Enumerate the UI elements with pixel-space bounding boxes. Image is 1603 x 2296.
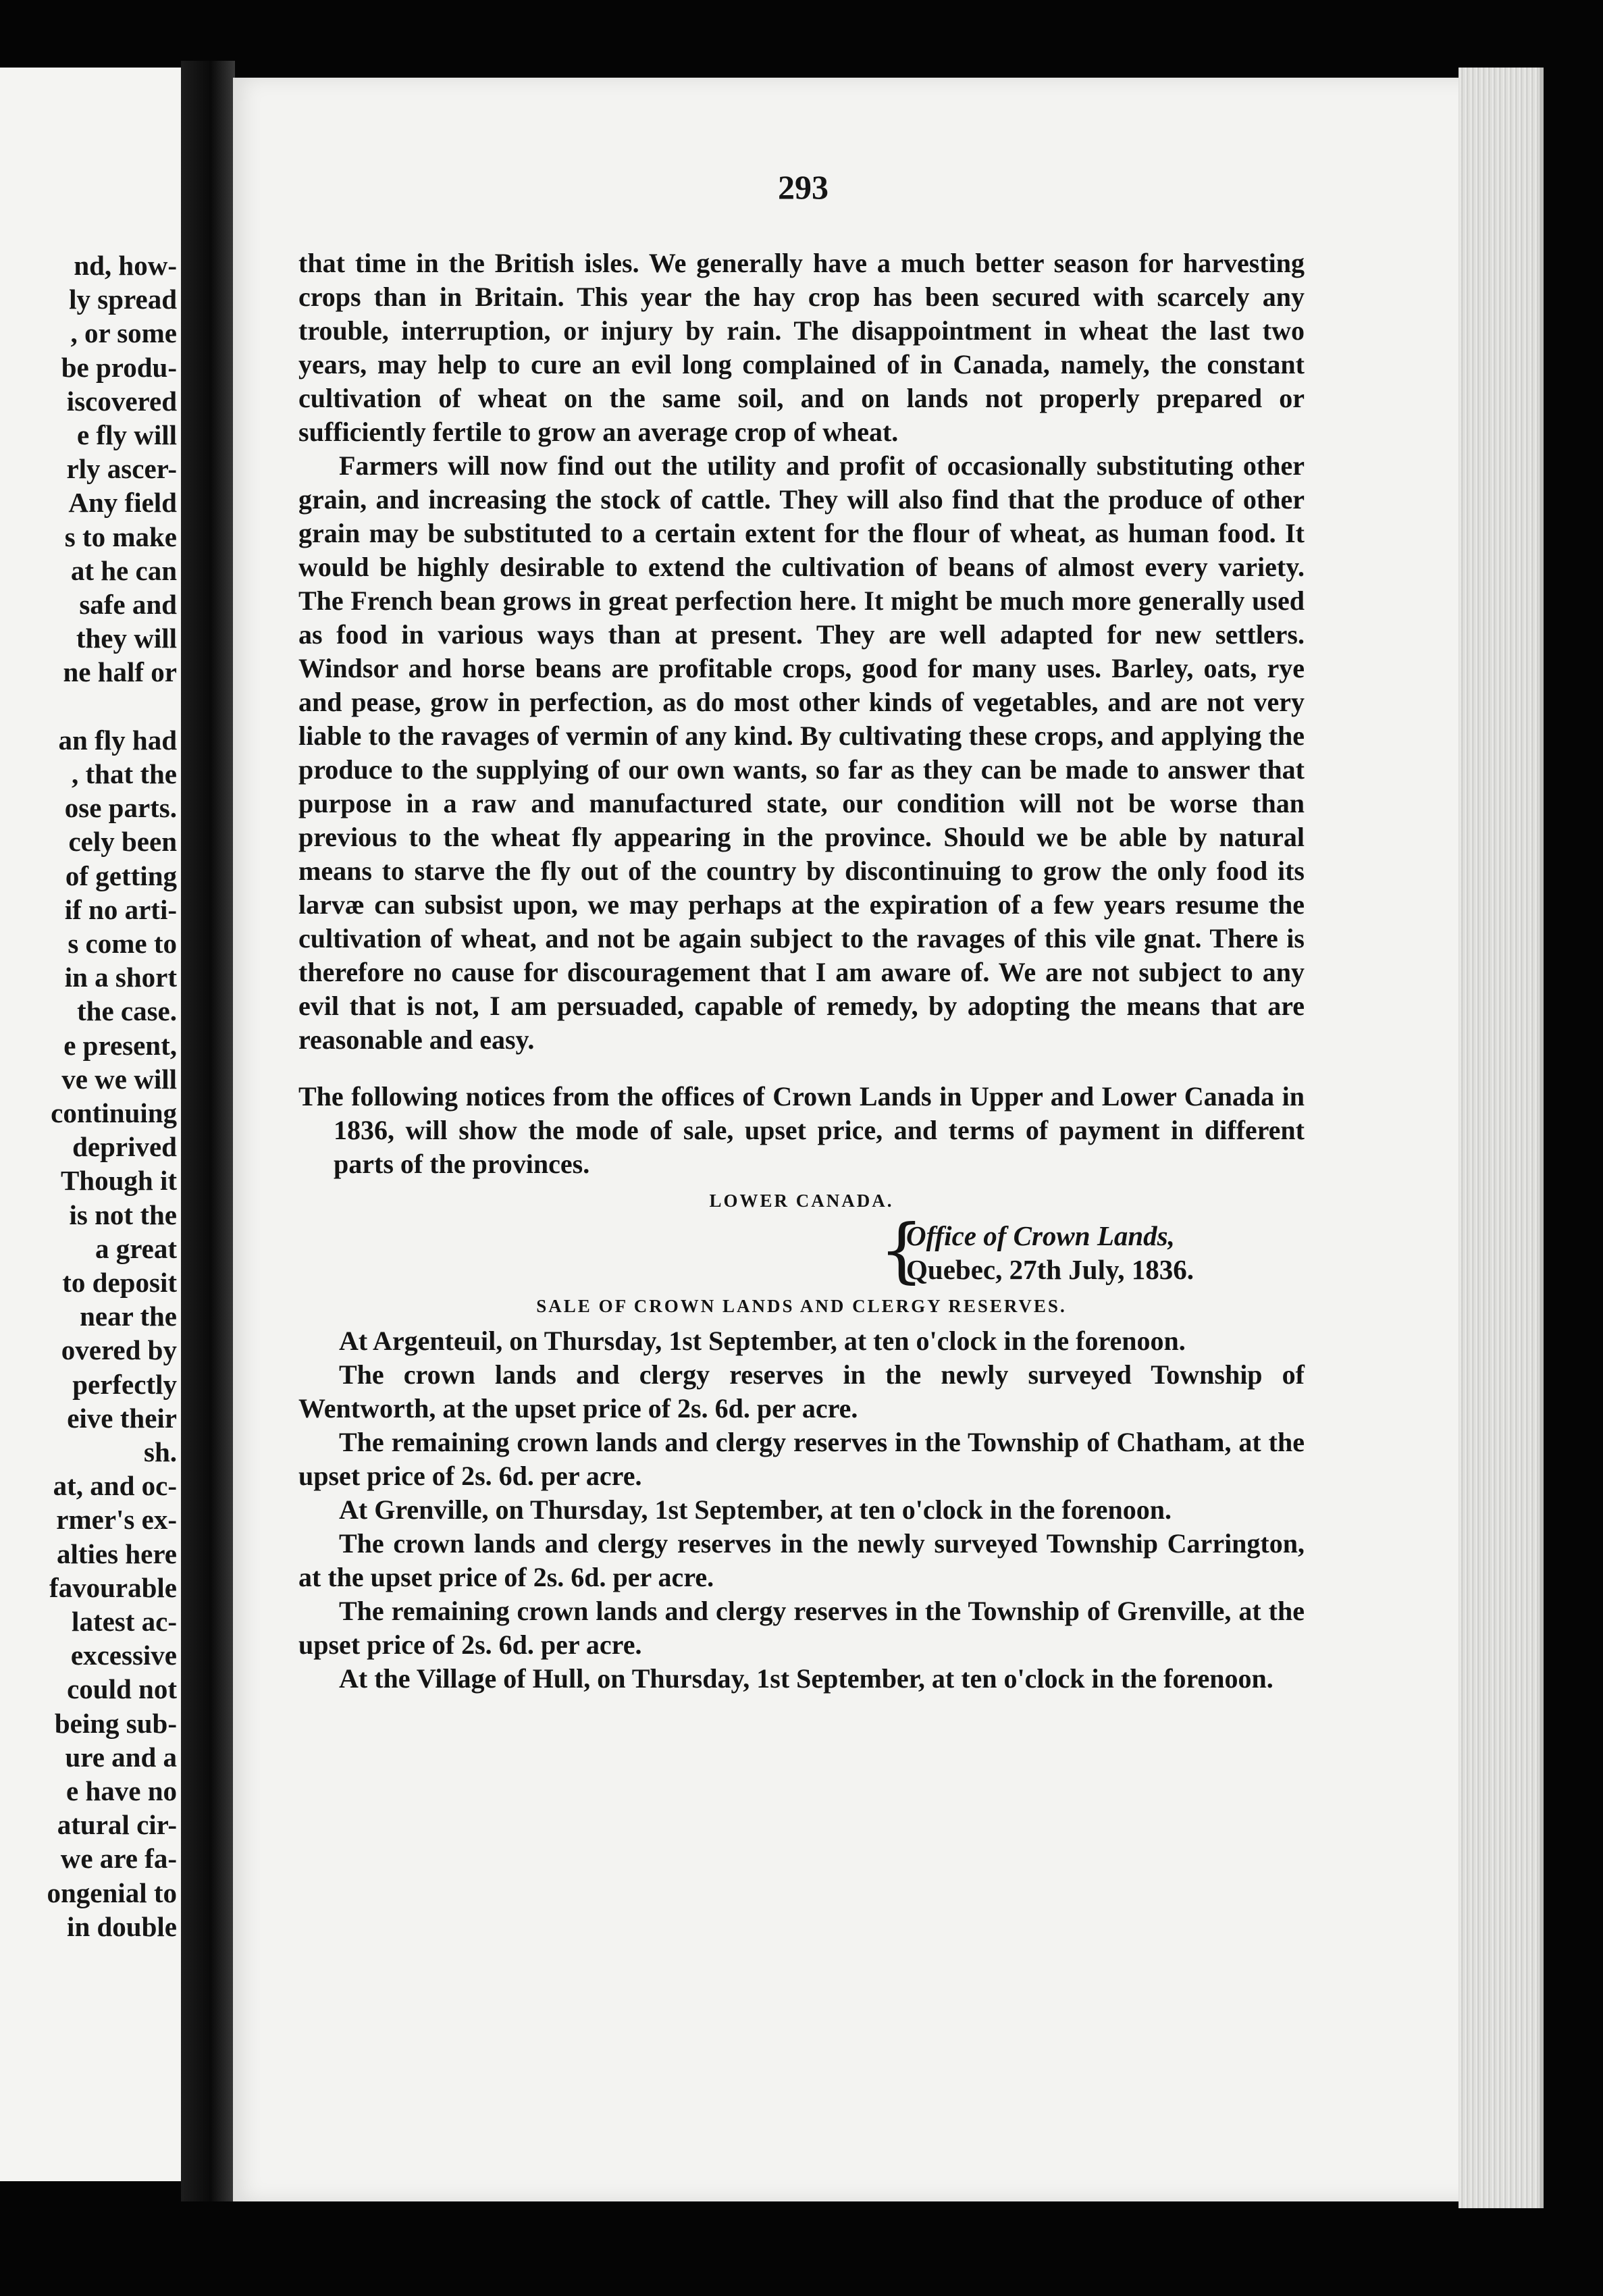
left-page-fragment: e have no <box>66 1775 177 1806</box>
left-page-fragment: ure and a <box>65 1741 177 1773</box>
left-page-fragment: they will <box>76 623 177 654</box>
left-page-fragment: ose parts. <box>64 792 177 824</box>
left-page-fragment: of getting <box>65 860 177 891</box>
left-page-fragment: rmer's ex- <box>56 1504 177 1536</box>
paragraph-notices-intro: The following notices from the offices of Crown Lands in Upper and Lower Canada in 1836, will show the mode of sale, upset price, and terms of payment in different parts of the provinces. <box>298 1081 1305 1179</box>
left-page-fragment: if no arti- <box>64 893 177 925</box>
left-page-fragment: eive their <box>67 1402 177 1434</box>
left-page-fragment: ne half or <box>63 656 177 688</box>
page-edges <box>1459 68 1544 2208</box>
notice-item: At Argenteuil, on Thursday, 1st September, at ten o'clock in the forenoon. <box>339 1326 1186 1356</box>
left-page-fragment: could not <box>67 1673 177 1705</box>
left-page-fragment: , that the <box>71 758 177 789</box>
left-page-fragment: atural cir- <box>57 1809 177 1841</box>
paragraph-harvest: that time in the British isles. We generally have a much better season for harvesting crops than in Britain. This year the hay crop has been secured with scarcely any trouble, interruption, or injury by rain. The disappointment in wheat the last two years, may help to cure an evil long complained of in Canada, namely, the constant cultivation of wheat on the same soil, and on lands not properly prepared or sufficiently fertile to grow an average crop of wheat. <box>298 248 1305 447</box>
office-heading <box>879 1209 1305 1291</box>
left-page-fragment: an fly had <box>58 724 177 756</box>
left-page-fragment: the case. <box>76 995 177 1027</box>
left-page-fragment: deprived <box>72 1131 177 1163</box>
left-page-fragment: e fly will <box>76 419 177 450</box>
left-page-fragment: overed by <box>61 1334 177 1366</box>
left-page-fragment: perfectly <box>72 1368 177 1400</box>
left-page-fragment: nd, how- <box>74 250 177 281</box>
page-body <box>298 246 1305 1696</box>
left-page-fragment: favourable <box>49 1571 177 1603</box>
notice-item: The crown lands and clergy reserves in the newly surveyed Township Carrington, at the upset price of 2s. 6d. per acre. <box>298 1528 1305 1592</box>
left-page-fragment: iscovered <box>66 385 177 417</box>
left-page-fragment: s come to <box>68 928 177 959</box>
paragraph-farmers: Farmers will now find out the utility and profit of occasionally substituting other grain, and increasing the stock of cattle. They will also find that the produce of other grain may be substituted to a certain extent for the flour of wheat, as human food. It would be highly desirable to extend the cultivation of beans of almost every variety. The French bean grows in great perfection here. It might be much more generally used as food in various ways than at present. They are well adapted for new settlers. Windsor and horse beans are profitable crops, good for many uses. Barley, oats, rye and pease, grow in perfection, as do most other kinds of vegetables, and are not very liable to the ravages of vermin of any kind. By cultivating these crops, and applying the produce to the supplying of our own wants, so far as they can be made to answer that purpose in a raw and manufactured state, our condition will not be worse than previous to the wheat fly appearing in the province. Should we be able by natural means to starve the fly out of the country by discontinuing to grow the only food its larvæ can subsist upon, we may perhaps at the expiration of a few years resume the cultivation of wheat, and not be again subject to the ravages of this vile gnat. There is therefore no cause for discouragement that I am aware of. We are not subject to any evil that is not, I am persuaded, capable of remedy, by adopting the means that are reasonable and easy. <box>298 450 1305 1055</box>
left-page-fragment: we are fa- <box>60 1843 177 1875</box>
left-page-fragment: being sub- <box>54 1707 177 1739</box>
office-line-2: Quebec, 27th July, 1836. <box>906 1254 1194 1285</box>
left-page-fragment: ongenial to <box>47 1877 177 1908</box>
left-page-fragment: safe and <box>79 589 177 620</box>
notice-item: The remaining crown lands and clergy reserves in the Township of Chatham, at the upset price of 2s. 6d. per acre. <box>298 1427 1305 1491</box>
heading-lower-canada: LOWER CANADA. <box>709 1191 894 1211</box>
left-page-fragment: ve we will <box>61 1063 177 1095</box>
left-page-fragment: in double <box>67 1910 177 1942</box>
left-page-fragment: Though it <box>60 1165 177 1197</box>
left-page-fragment: to deposit <box>62 1267 177 1298</box>
book-gutter <box>181 61 235 2201</box>
left-page-fragment: alties here <box>57 1538 177 1569</box>
left-page-fragment: in a short <box>64 962 177 993</box>
left-page-fragment: ly spread <box>69 284 177 315</box>
left-page-fragment: e present, <box>63 1029 177 1061</box>
left-page-fragment: is not the <box>69 1199 177 1230</box>
left-page-fragment: excessive <box>70 1640 177 1671</box>
notice-item: The remaining crown lands and clergy reserves in the Township of Grenville, at the upset price of 2s. 6d. per acre. <box>298 1596 1305 1660</box>
left-page-fragment: , or some <box>70 317 177 349</box>
office-line-1: Office of Crown Lands, <box>906 1220 1175 1251</box>
heading-sale: SALE OF CROWN LANDS AND CLERGY RESERVES. <box>536 1296 1067 1316</box>
notice-item: The crown lands and clergy reserves in the newly surveyed Township of Wentworth, at the upset price of 2s. 6d. per acre. <box>298 1359 1305 1424</box>
left-facing-page <box>0 68 181 2181</box>
left-page-fragment: rly ascer- <box>66 453 177 485</box>
notice-item: At Grenville, on Thursday, 1st September, at ten o'clock in the forenoon. <box>339 1494 1172 1525</box>
left-page-fragment: sh. <box>143 1436 177 1467</box>
left-page-fragment: at he can <box>70 554 177 586</box>
left-page-fragment: continuing <box>51 1097 177 1128</box>
page-number: 293 <box>778 168 829 206</box>
left-page-fragment: be produ- <box>61 351 177 383</box>
left-page-fragment: s to make <box>64 521 177 552</box>
left-page-fragment: cely been <box>68 826 177 858</box>
notice-item: At the Village of Hull, on Thursday, 1st September, at ten o'clock in the forenoon. <box>339 1663 1273 1694</box>
brace-mark: { <box>879 1209 924 1291</box>
left-page-fragment: near the <box>80 1301 177 1332</box>
left-page-fragment: latest ac- <box>72 1606 177 1637</box>
left-page-fragment: at, and oc- <box>53 1470 177 1502</box>
left-page-fragment: Any field <box>68 487 177 519</box>
left-page-fragment: a great <box>95 1232 177 1264</box>
